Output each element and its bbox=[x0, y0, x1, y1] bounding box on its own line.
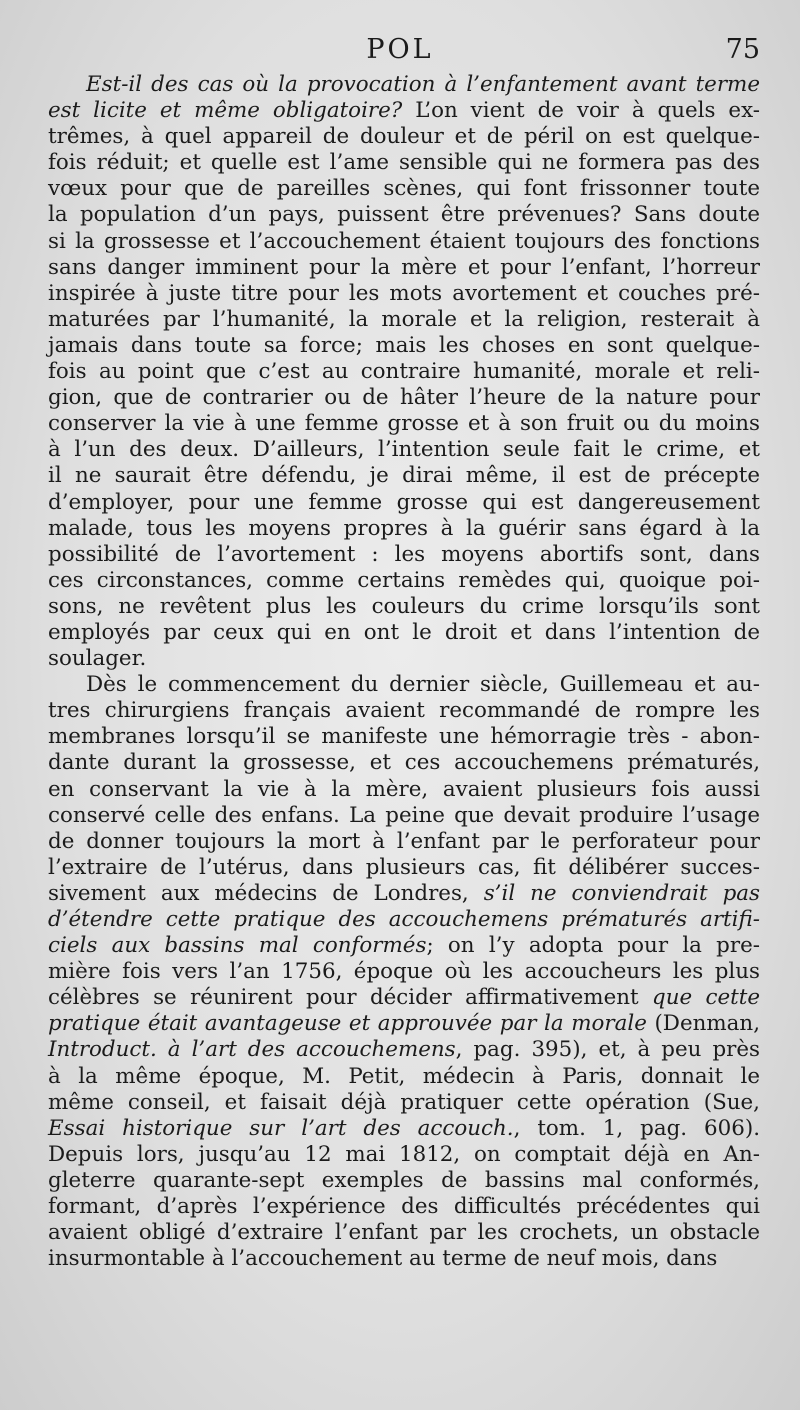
text-line bbox=[48, 1011, 760, 1037]
text-run: même conseil, et faisait déjà pratiquer cette opération (Sue, bbox=[48, 1089, 760, 1115]
text-line bbox=[48, 750, 760, 776]
text-run: gion, que de contrarier ou de hâter l’heure de la nature pour bbox=[48, 385, 760, 411]
text-line bbox=[48, 1168, 760, 1194]
text-run: trêmes, à quel appareil de douleur et de péril on est quelque- bbox=[48, 124, 760, 150]
running-head-title: POL bbox=[366, 34, 434, 65]
text-run: soulager. bbox=[48, 646, 147, 672]
text-run: membranes lorsqu’il se manifeste une hémorragie très - abon- bbox=[48, 724, 760, 750]
text-line bbox=[48, 1194, 760, 1220]
text-run: tres chirurgiens français avaient recommandé de rompre les bbox=[48, 698, 760, 724]
body-text bbox=[48, 72, 760, 1272]
text-line bbox=[48, 855, 760, 881]
text-line bbox=[48, 959, 760, 985]
text-run: sans danger imminent pour la mère et pour l’enfant, l’horreur bbox=[48, 254, 760, 280]
text-line bbox=[48, 359, 760, 385]
text-line bbox=[48, 202, 760, 228]
text-line bbox=[48, 542, 760, 568]
text-line bbox=[48, 907, 760, 933]
text-run: Depuis lors, jusqu’au 12 mai 1812, on comptait déjà en An- bbox=[48, 1141, 760, 1167]
text-line bbox=[48, 176, 760, 202]
text-run: employés par ceux qui en ont le droit et dans l’intention de bbox=[48, 619, 760, 645]
text-line bbox=[48, 437, 760, 463]
running-head bbox=[0, 34, 800, 74]
text-line bbox=[48, 229, 760, 255]
text-line bbox=[48, 620, 760, 646]
text-line bbox=[48, 985, 760, 1011]
text-line bbox=[48, 411, 760, 437]
text-run: la population d’un pays, puissent être prévenues? Sans doute bbox=[48, 202, 760, 228]
text-line bbox=[48, 150, 760, 176]
text-run: , tom. 1, pag. 606). bbox=[513, 1115, 761, 1141]
text-line bbox=[48, 124, 760, 150]
text-line bbox=[48, 777, 760, 803]
text-line bbox=[48, 698, 760, 724]
text-run: gleterre quarante-sept exemples de bassins mal conformés, bbox=[48, 1167, 760, 1193]
text-run: sons, ne revêtent plus les couleurs du crime lorsqu’ils sont bbox=[48, 593, 760, 619]
text-line bbox=[48, 724, 760, 750]
text-run: dante durant la grossesse, et ces accouchemens prématurés, bbox=[48, 750, 760, 776]
text-line bbox=[48, 829, 760, 855]
text-run: malade, tous les moyens propres à la guérir sans égard à la bbox=[48, 515, 760, 541]
text-line bbox=[48, 307, 760, 333]
text-run: L’on vient de voir à quels ex- bbox=[402, 98, 760, 124]
text-run: sivement aux médecins de Londres, bbox=[48, 880, 484, 906]
italic-run: est licite et même obligatoire? bbox=[48, 98, 403, 124]
text-run: Dès le commencement du dernier siècle, Guillemeau et au- bbox=[86, 672, 760, 698]
text-run: possibilité de l’avortement : les moyens abortifs sont, dans bbox=[48, 541, 760, 567]
text-run: ces circonstances, comme certains remèdes qui, quoique poi- bbox=[48, 567, 760, 593]
text-line bbox=[48, 333, 760, 359]
text-run: ; on l’y adopta pour la pre- bbox=[426, 933, 760, 959]
text-run: fois réduit; et quelle est l’ame sensible qui ne formera pas des bbox=[48, 150, 760, 176]
text-line bbox=[48, 1090, 760, 1116]
text-line bbox=[48, 1246, 760, 1272]
text-run: jamais dans toute sa force; mais les choses en sont quelque- bbox=[48, 332, 760, 358]
text-line bbox=[48, 281, 760, 307]
text-run: formant, d’après l’expérience des difficultés précédentes qui bbox=[48, 1194, 760, 1220]
text-run: maturées par l’humanité, la morale et la religion, resterait à bbox=[48, 306, 760, 332]
text-line bbox=[48, 463, 760, 489]
text-line bbox=[48, 1037, 760, 1063]
text-line bbox=[48, 72, 760, 98]
text-line bbox=[48, 490, 760, 516]
text-run: conservé celle des enfans. La peine que devait produire l’usage bbox=[48, 802, 760, 828]
italic-run: Introduct. à l’art des accouchemens bbox=[48, 1037, 456, 1063]
text-line bbox=[48, 803, 760, 829]
text-run: de donner toujours la mort à l’enfant par le perforateur pour bbox=[48, 828, 760, 854]
text-run: l’extraire de l’utérus, dans plusieurs cas, fit délibérer succes- bbox=[48, 854, 760, 880]
text-line bbox=[48, 568, 760, 594]
paragraph bbox=[48, 672, 760, 1272]
italic-run: d’étendre cette pratique des accouchemens prématurés artifi- bbox=[48, 907, 760, 932]
text-run: vœux pour que de pareilles scènes, qui font frissonner toute bbox=[48, 176, 760, 202]
text-run: , pag. 395), et, à peu près bbox=[455, 1037, 761, 1063]
text-run: célèbres se réunirent pour décider affirmativement bbox=[48, 985, 652, 1011]
italic-run: pratique était avantageuse et approuvée par la morale bbox=[48, 1011, 647, 1037]
text-line bbox=[48, 594, 760, 620]
text-run: à l’un des deux. D’ailleurs, l’intention seule fait le crime, et bbox=[48, 437, 760, 463]
text-run: (Denman, bbox=[646, 1011, 761, 1037]
italic-run: ciels aux bassins mal conformés bbox=[48, 933, 427, 959]
italic-run: s’il ne conviendrait pas bbox=[483, 880, 760, 906]
text-line bbox=[48, 881, 760, 907]
text-run: insurmontable à l’accouchement au terme de neuf mois, dans bbox=[48, 1246, 718, 1272]
text-line bbox=[48, 672, 760, 698]
page-number: 75 bbox=[725, 34, 760, 65]
italic-run: Essai historique sur l’art des accouch. bbox=[48, 1115, 514, 1141]
text-line bbox=[48, 1116, 760, 1142]
text-run: fois au point que c’est au contraire humanité, morale et reli- bbox=[48, 359, 760, 385]
text-line bbox=[48, 1220, 760, 1246]
text-run: conserver la vie à une femme grosse et à son fruit ou du moins bbox=[48, 411, 760, 437]
text-run: en conservant la vie à la mère, avaient plusieurs fois aussi bbox=[48, 776, 760, 802]
text-line bbox=[48, 1064, 760, 1090]
text-run: d’employer, pour une femme grosse qui est dangereusement bbox=[48, 489, 760, 515]
text-run: à la même époque, M. Petit, médecin à Paris, donnait le bbox=[48, 1063, 760, 1089]
text-run: il ne saurait être défendu, je dirai même, il est de précepte bbox=[48, 463, 760, 489]
text-line bbox=[48, 385, 760, 411]
text-line bbox=[48, 516, 760, 542]
text-run: mière fois vers l’an 1756, époque où les accoucheurs les plus bbox=[48, 959, 760, 985]
text-line bbox=[48, 646, 760, 672]
text-run: avaient obligé d’extraire l’enfant par les crochets, un obstacle bbox=[48, 1220, 760, 1246]
text-run: si la grossesse et l’accouchement étaient toujours des fonctions bbox=[48, 228, 760, 254]
paragraph bbox=[48, 72, 760, 672]
text-line bbox=[48, 1142, 760, 1168]
text-line bbox=[48, 255, 760, 281]
text-line bbox=[48, 933, 760, 959]
italic-run: que cette bbox=[652, 985, 760, 1011]
italic-run: Est-il des cas où la provocation à l’enfantement avant terme bbox=[86, 72, 760, 97]
text-line bbox=[48, 98, 760, 124]
text-run: inspirée à juste titre pour les mots avortement et couches pré- bbox=[48, 280, 760, 306]
